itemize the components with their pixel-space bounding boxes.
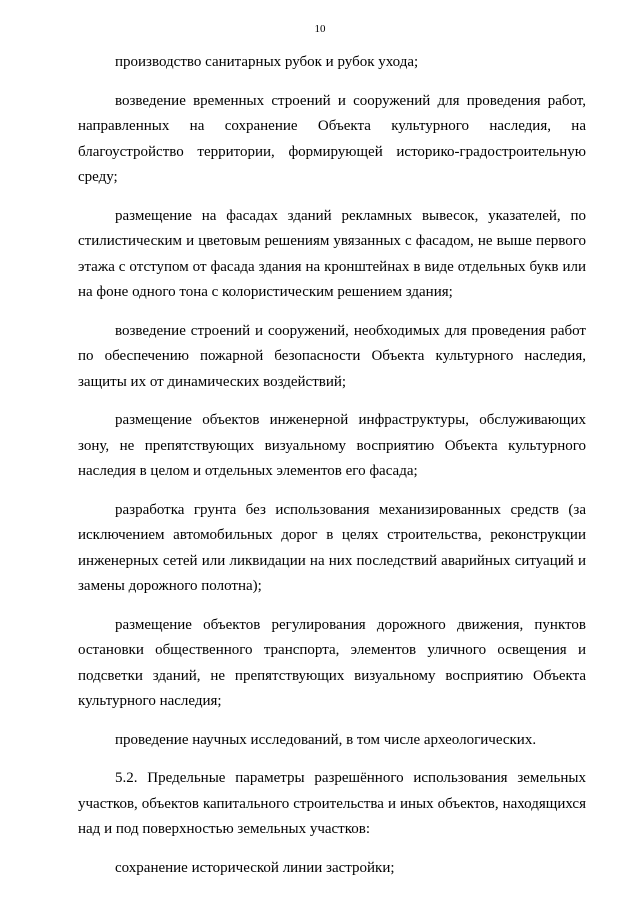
document-body	[78, 50, 586, 894]
paragraph-7: размещение объектов регулирования дорожного движения, пунктов остановки общественного транспорта, элементов уличного освещения и подсветки зданий, не препятствующих визуальному восприятию Объекта культурного наследия;	[78, 616, 586, 709]
paragraph-8: проведение научных исследований, в том числе археологических.	[115, 731, 537, 748]
paragraph-2: возведение временных строений и сооружений для проведения работ, направленных на сохранение Объекта культурного наследия, на благоустройство территории, формирующей историко-градостроительную среду;	[78, 92, 586, 185]
page-number: 10	[314, 23, 326, 35]
paragraph-4: возведение строений и сооружений, необходимых для проведения работ по обеспечению пожарной безопасности Объекта культурного наследия, защиты их от динамических воздействий;	[78, 322, 586, 390]
paragraph-3: размещение на фасадах зданий рекламных вывесок, указателей, по стилистическим и цветовым решениям увязанных с фасадом, не выше первого этажа с отступом от фасада здания на кронштейнах в виде отдельных букв или на фоне одного тона с колористическим решением здания;	[78, 207, 586, 300]
paragraph-6: разработка грунта без использования механизированных средств (за исключением автомобильных дорог в целях строительства, реконструкции инженерных сетей или ликвидации на них последствий аварийных ситуаций и замены дорожного полотна);	[78, 501, 586, 594]
paragraph-10: сохранение исторической линии застройки;	[115, 859, 395, 876]
paragraph-1: производство санитарных рубок и рубок ухода;	[115, 54, 419, 70]
paragraph-5: размещение объектов инженерной инфраструктуры, обслуживающих зону, не препятствующих визуальному восприятию Объекта культурного наследия в целом и отдельных элементов его фасада;	[78, 412, 586, 479]
paragraph-9: 5.2. Предельные параметры разрешённого использования земельных участков, объектов капитального строительства и иных объектов, находящихся над и под поверхностью земельных участков:	[78, 770, 586, 837]
